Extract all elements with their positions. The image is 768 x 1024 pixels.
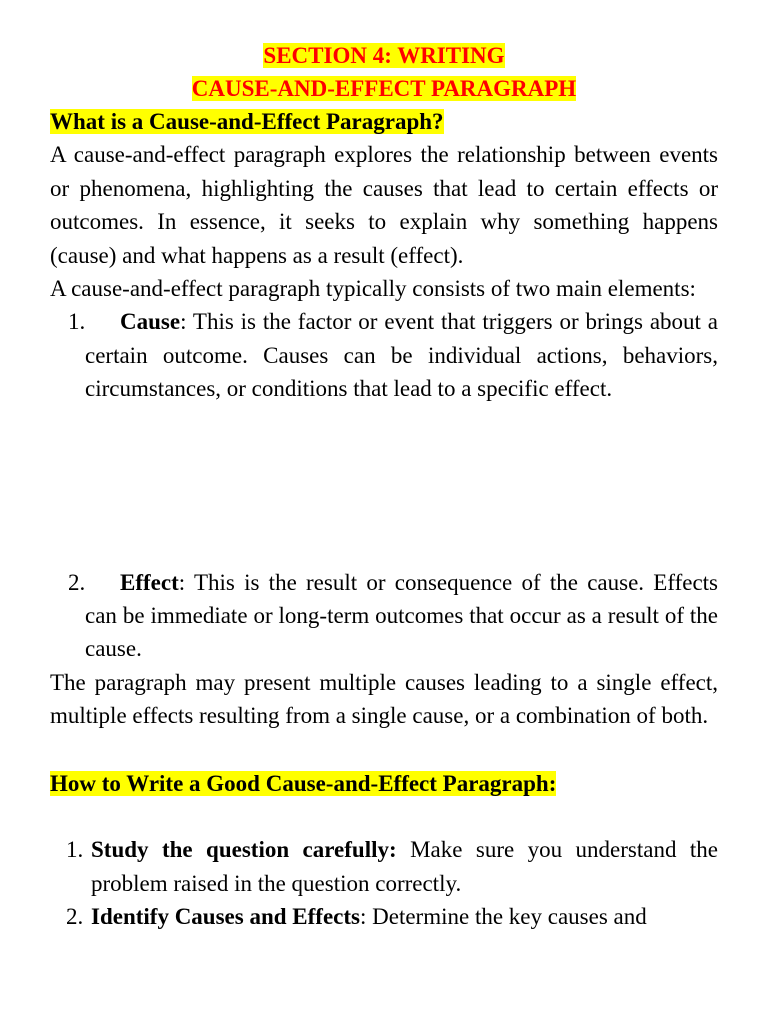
section-subtitle: CAUSE-AND-EFFECT PARAGRAPH — [191, 76, 577, 101]
section-title: SECTION 4: WRITING — [263, 43, 505, 68]
list-item-step — [50, 833, 718, 900]
list-item-step — [50, 900, 718, 933]
step-term: Identify Causes and Effects — [91, 903, 360, 929]
step-number: 1. — [66, 837, 84, 863]
question-heading: What is a Cause-and-Effect Paragraph? — [50, 109, 444, 134]
step-term: Study the question carefully: — [91, 837, 397, 863]
summary-paragraph: The paragraph may present multiple causes leading to a single effect, multiple effects resulting from a single cause, or a combination of both. — [50, 669, 718, 729]
title-block — [50, 0, 718, 105]
step-text: Make sure you understand the problem raised in the question correctly. — [91, 837, 718, 896]
list-number: 2. — [68, 569, 86, 595]
step-number: 2. — [66, 903, 84, 929]
how-to-heading: How to Write a Good Cause-and-Effect Paragraph: — [50, 770, 557, 796]
blank-space — [50, 406, 718, 566]
effect-term: Effect — [120, 569, 179, 595]
step-text: : Determine the key causes and — [359, 903, 647, 929]
cause-term: Cause — [120, 309, 181, 335]
steps-list — [50, 833, 718, 933]
list-number: 1. — [68, 309, 86, 335]
effect-text: : This is the result or consequence of the cause. Effects can be immediate or long-term outcomes that occur as a result of the cause. — [85, 569, 718, 662]
list-item-effect — [50, 566, 718, 666]
intro-paragraph: A cause-and-effect paragraph explores the relationship between events or phenomena, highlighting the causes that lead to certain effects or outcomes. In essence, it seeks to explain why something happens (cause) and what happens as a result (effect). — [50, 142, 718, 268]
elements-intro-paragraph: A cause-and-effect paragraph typically consists of two main elements: — [50, 276, 696, 302]
list-item-cause — [50, 305, 718, 405]
cause-text: : This is the factor or event that triggers or brings about a certain outcome. Causes can be individual actions, behaviors, circumstances, or conditions that lead to a specific effect. — [85, 309, 718, 402]
